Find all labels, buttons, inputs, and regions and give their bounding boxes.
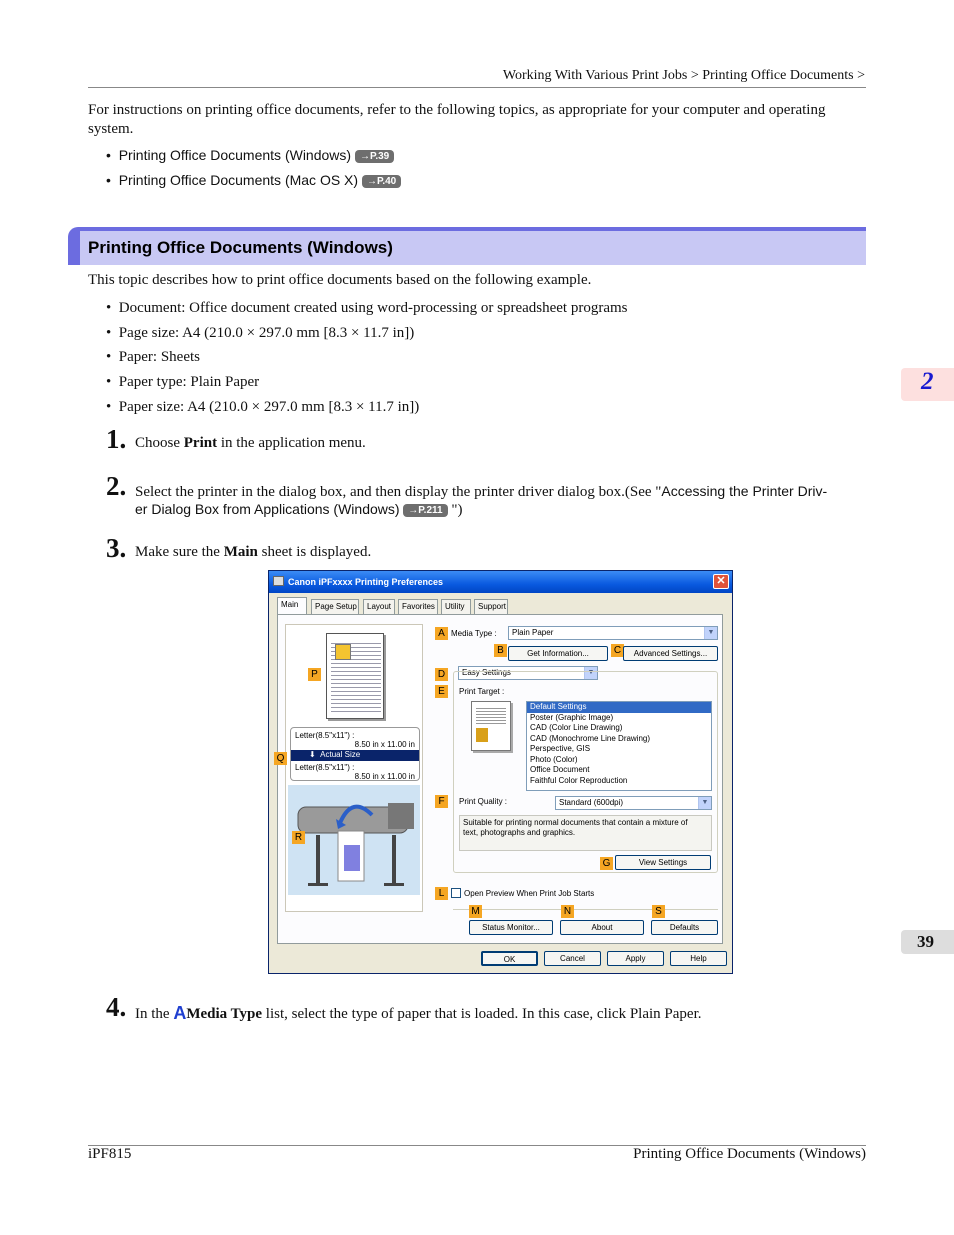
advanced-settings-button[interactable]: Advanced Settings... [623, 646, 718, 661]
step-1-text: Choose Print in the application menu. [135, 435, 366, 451]
step-number: 4. [106, 992, 127, 1022]
media-type-label: Media Type : [451, 629, 497, 638]
printer-illustration [288, 785, 420, 895]
easy-settings-select[interactable]: Easy Settings ▼ [458, 666, 598, 680]
tab-main[interactable]: Main [277, 597, 307, 614]
list-item: • Page size: A4 (210.0 × 297.0 mm [8.3 × 11.7 in]) [106, 325, 415, 341]
print-target-list[interactable] [526, 701, 712, 791]
media-type-select[interactable]: Plain Paper ▼ [508, 626, 718, 640]
dialog-titlebar [269, 571, 732, 593]
preview-area [285, 624, 423, 912]
label-q: Q [274, 752, 287, 765]
page-number: 39 [917, 932, 934, 951]
ok-button[interactable]: OK [481, 951, 538, 966]
step-2-text: Select the printer in the dialog box, and then display the printer driver dialog box.(See "Accessing the Printer Driv- [135, 483, 828, 500]
print-target-thumbnail [471, 701, 511, 751]
label-m: M [469, 905, 482, 918]
chevron-down-icon: ▼ [584, 667, 597, 679]
get-information-button[interactable]: Get Information... [508, 646, 608, 661]
paper-info-top-1: Letter(8.5"x11") : [295, 731, 355, 740]
help-button[interactable]: Help [670, 951, 727, 966]
bottom-group-rule [453, 909, 718, 910]
list-item[interactable]: Poster (Graphic Image) [530, 712, 614, 722]
list-item: • Paper type: Plain Paper [106, 374, 260, 390]
link-label[interactable]: Printing Office Documents (Windows) [118, 147, 352, 163]
label-a: A [435, 627, 448, 640]
view-settings-button[interactable]: View Settings [615, 855, 711, 870]
printing-preferences-dialog [268, 570, 733, 974]
section-lead: This topic describes how to print office documents based on the following example. [88, 272, 592, 288]
section-heading-bar [68, 227, 866, 265]
page-ref[interactable]: →P.40 [362, 175, 401, 188]
step-2-link-cont[interactable]: er Dialog Box from Applications (Windows) [135, 501, 400, 517]
list-item[interactable]: CAD (Monochrome Line Drawing) [530, 733, 651, 743]
label-f: F [435, 795, 448, 808]
dialog-title: Canon iPFxxxx Printing Preferences [288, 577, 444, 587]
list-item: • Document: Office document created using word-processing or spreadsheet programs [106, 300, 628, 316]
list-item[interactable]: Photo (Color) [530, 754, 578, 764]
breadcrumb: Working With Various Print Jobs > Printing Office Documents > [502, 68, 865, 83]
link-label[interactable]: Printing Office Documents (Mac OS X) [118, 172, 359, 188]
tab-utility[interactable]: Utility [441, 599, 471, 614]
list-item[interactable]: CAD (Color Line Drawing) [530, 723, 623, 732]
label-b: B [494, 644, 507, 657]
tab-layout[interactable]: Layout [363, 599, 395, 614]
about-button[interactable]: About [560, 920, 644, 935]
list-item[interactable]: Default Settings [527, 702, 711, 713]
header-rule [88, 87, 866, 88]
media-type-marker: A [173, 1003, 187, 1023]
section-title: Printing Office Documents (Windows) [88, 238, 393, 257]
print-target-label: Print Target : [459, 687, 505, 696]
print-quality-label: Print Quality : [459, 797, 508, 806]
cancel-button[interactable]: Cancel [544, 951, 601, 966]
step-2-text-line2: er Dialog Box from Applications (Windows) →P.211 ") [135, 501, 463, 518]
list-item: • Paper: Sheets [106, 349, 200, 365]
page-number-tab [901, 930, 954, 954]
list-item: • Paper size: A4 (210.0 × 297.0 mm [8.3 × 11.7 in]) [106, 399, 420, 415]
chevron-down-icon: ▼ [698, 797, 711, 809]
step-number: 1. [106, 424, 127, 454]
intro-link-2[interactable]: • Printing Office Documents (Mac OS X) →P.40 [106, 172, 401, 188]
apply-button[interactable]: Apply [607, 951, 664, 966]
label-n: N [561, 905, 574, 918]
open-preview-label: Open Preview When Print Job Starts [464, 889, 595, 898]
paper-info-box [290, 727, 420, 781]
description-box: Suitable for printing normal documents that contain a mixture of text, photographs and graphics. [459, 815, 712, 851]
label-s: S [652, 905, 665, 918]
footer-right: Printing Office Documents (Windows) [633, 1146, 866, 1162]
chapter-tab [901, 368, 954, 401]
footer-left: iPF815 [88, 1146, 132, 1162]
intro-text: For instructions on printing office documents, refer to the following topics, as appropriate for your computer and operating system. [88, 102, 826, 137]
step-4-text: In the AMedia Type list, select the type of paper that is loaded. In this case, click Plain Paper. [135, 1003, 702, 1023]
doc-lines [476, 706, 506, 726]
page-preview [326, 633, 384, 719]
label-e: E [435, 685, 448, 698]
defaults-button[interactable]: Defaults [651, 920, 718, 935]
list-item[interactable]: Office Document [530, 765, 590, 774]
list-item[interactable]: Perspective, GIS [530, 744, 591, 753]
label-p: P [308, 668, 321, 681]
print-quality-select[interactable]: Standard (600dpi) ▼ [555, 796, 712, 810]
step-2-link[interactable]: Accessing the Printer Driv- [661, 483, 828, 499]
paper-info-bot-1: Letter(8.5"x11") : [295, 763, 355, 772]
tab-support[interactable]: Support [474, 599, 508, 614]
printer-icon [273, 576, 284, 586]
actual-size-bar: ⬇ Actual Size [291, 750, 419, 761]
label-r: R [292, 831, 305, 844]
label-c: C [611, 644, 624, 657]
chapter-number: 2 [921, 368, 934, 395]
step-3-text: Make sure the Main sheet is displayed. [135, 544, 372, 560]
close-icon[interactable]: ✕ [713, 574, 729, 589]
label-g: G [600, 857, 613, 870]
status-monitor-button[interactable]: Status Monitor... [469, 920, 553, 935]
page-thumbnail-image [335, 644, 351, 660]
page-ref[interactable]: →P.39 [355, 150, 394, 163]
step-number: 3. [106, 533, 127, 563]
label-d: D [435, 668, 448, 681]
open-preview-checkbox[interactable] [451, 888, 461, 898]
page-ref[interactable]: →P.211 [403, 504, 447, 517]
chevron-down-icon: ▼ [704, 627, 717, 639]
down-arrow-icon: ⬇ [309, 750, 316, 759]
paper-info-bot-2: 8.50 in x 11.00 in [354, 772, 415, 781]
step-number: 2. [106, 471, 127, 501]
tab-favorites[interactable]: Favorites [398, 599, 438, 614]
list-item[interactable]: Faithful Color Reproduction [530, 775, 628, 785]
intro-link-1[interactable]: • Printing Office Documents (Windows) →P.39 [106, 147, 394, 163]
main-panel [277, 614, 723, 944]
doc-image [476, 728, 488, 742]
paper-info-top-2: 8.50 in x 11.00 in [354, 740, 415, 749]
label-l: L [435, 887, 448, 900]
tab-page-setup[interactable]: Page Setup [311, 599, 359, 614]
